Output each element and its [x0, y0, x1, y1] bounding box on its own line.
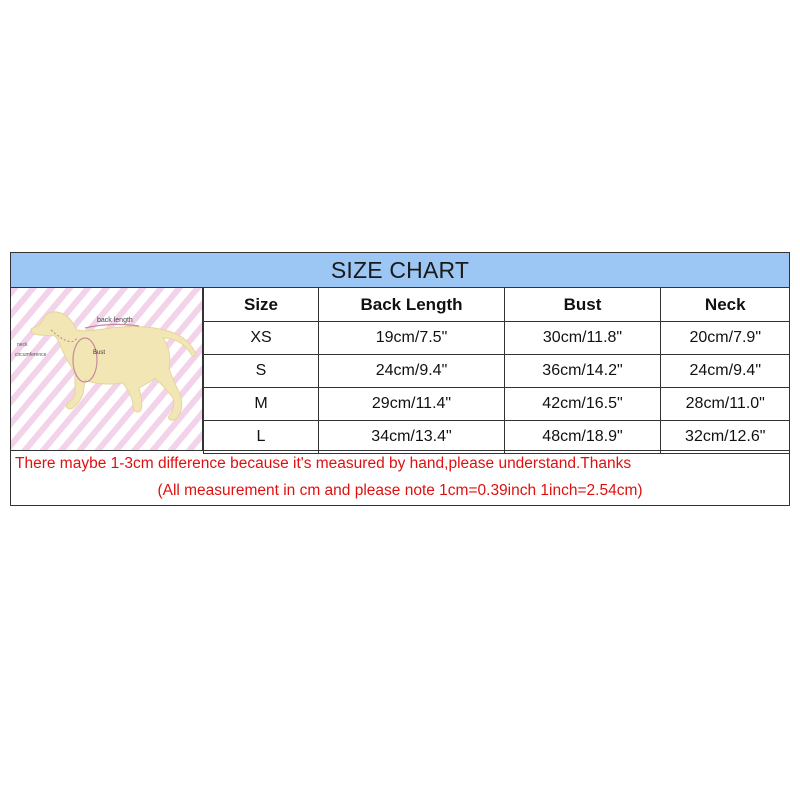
circumference-label: circumference: [15, 352, 47, 358]
table-row: [204, 388, 790, 421]
neck-cell: 28cm/11.0": [661, 388, 790, 421]
size-cell: XS: [204, 322, 319, 355]
back-length-cell: 24cm/9.4": [319, 355, 505, 388]
bust-cell: 42cm/16.5": [505, 388, 661, 421]
bust-cell: 48cm/18.9": [505, 421, 661, 454]
neck-cell: 20cm/7.9": [661, 322, 790, 355]
size-chart: [10, 252, 790, 506]
neck-cell: 32cm/12.6": [661, 421, 790, 454]
size-cell: M: [204, 388, 319, 421]
column-header-back-length: Back Length: [319, 288, 505, 322]
bust-cell: 30cm/11.8": [505, 322, 661, 355]
bust-cell: 36cm/14.2": [505, 355, 661, 388]
chart-title: SIZE CHART: [11, 253, 789, 288]
size-cell: L: [204, 421, 319, 454]
dog-diagram-svg: [11, 288, 203, 450]
table-row: [204, 322, 790, 355]
back-length-cell: 34cm/13.4": [319, 421, 505, 454]
back-length-cell: 19cm/7.5": [319, 322, 505, 355]
column-header-bust: Bust: [505, 288, 661, 322]
bust-label: Bust: [93, 350, 106, 356]
size-table: [203, 288, 790, 454]
back-length-label: back length: [97, 317, 133, 324]
table-header-row: [204, 288, 790, 322]
neck-cell: 24cm/9.4": [661, 355, 790, 388]
column-header-size: Size: [204, 288, 319, 322]
back-length-cell: 29cm/11.4": [319, 388, 505, 421]
table-row: [204, 355, 790, 388]
table-row: [204, 421, 790, 454]
column-header-neck: Neck: [661, 288, 790, 322]
unit-conversion-note: (All measurement in cm and please note 1cm=0.39inch 1inch=2.54cm): [157, 482, 643, 499]
measurement-disclaimer: There maybe 1-3cm difference because it's measured by hand,please understand.Thanks: [15, 455, 632, 472]
dog-measurement-diagram: [11, 288, 203, 450]
neck-label: neck: [17, 342, 28, 348]
size-cell: S: [204, 355, 319, 388]
measurement-notes: [11, 450, 789, 505]
